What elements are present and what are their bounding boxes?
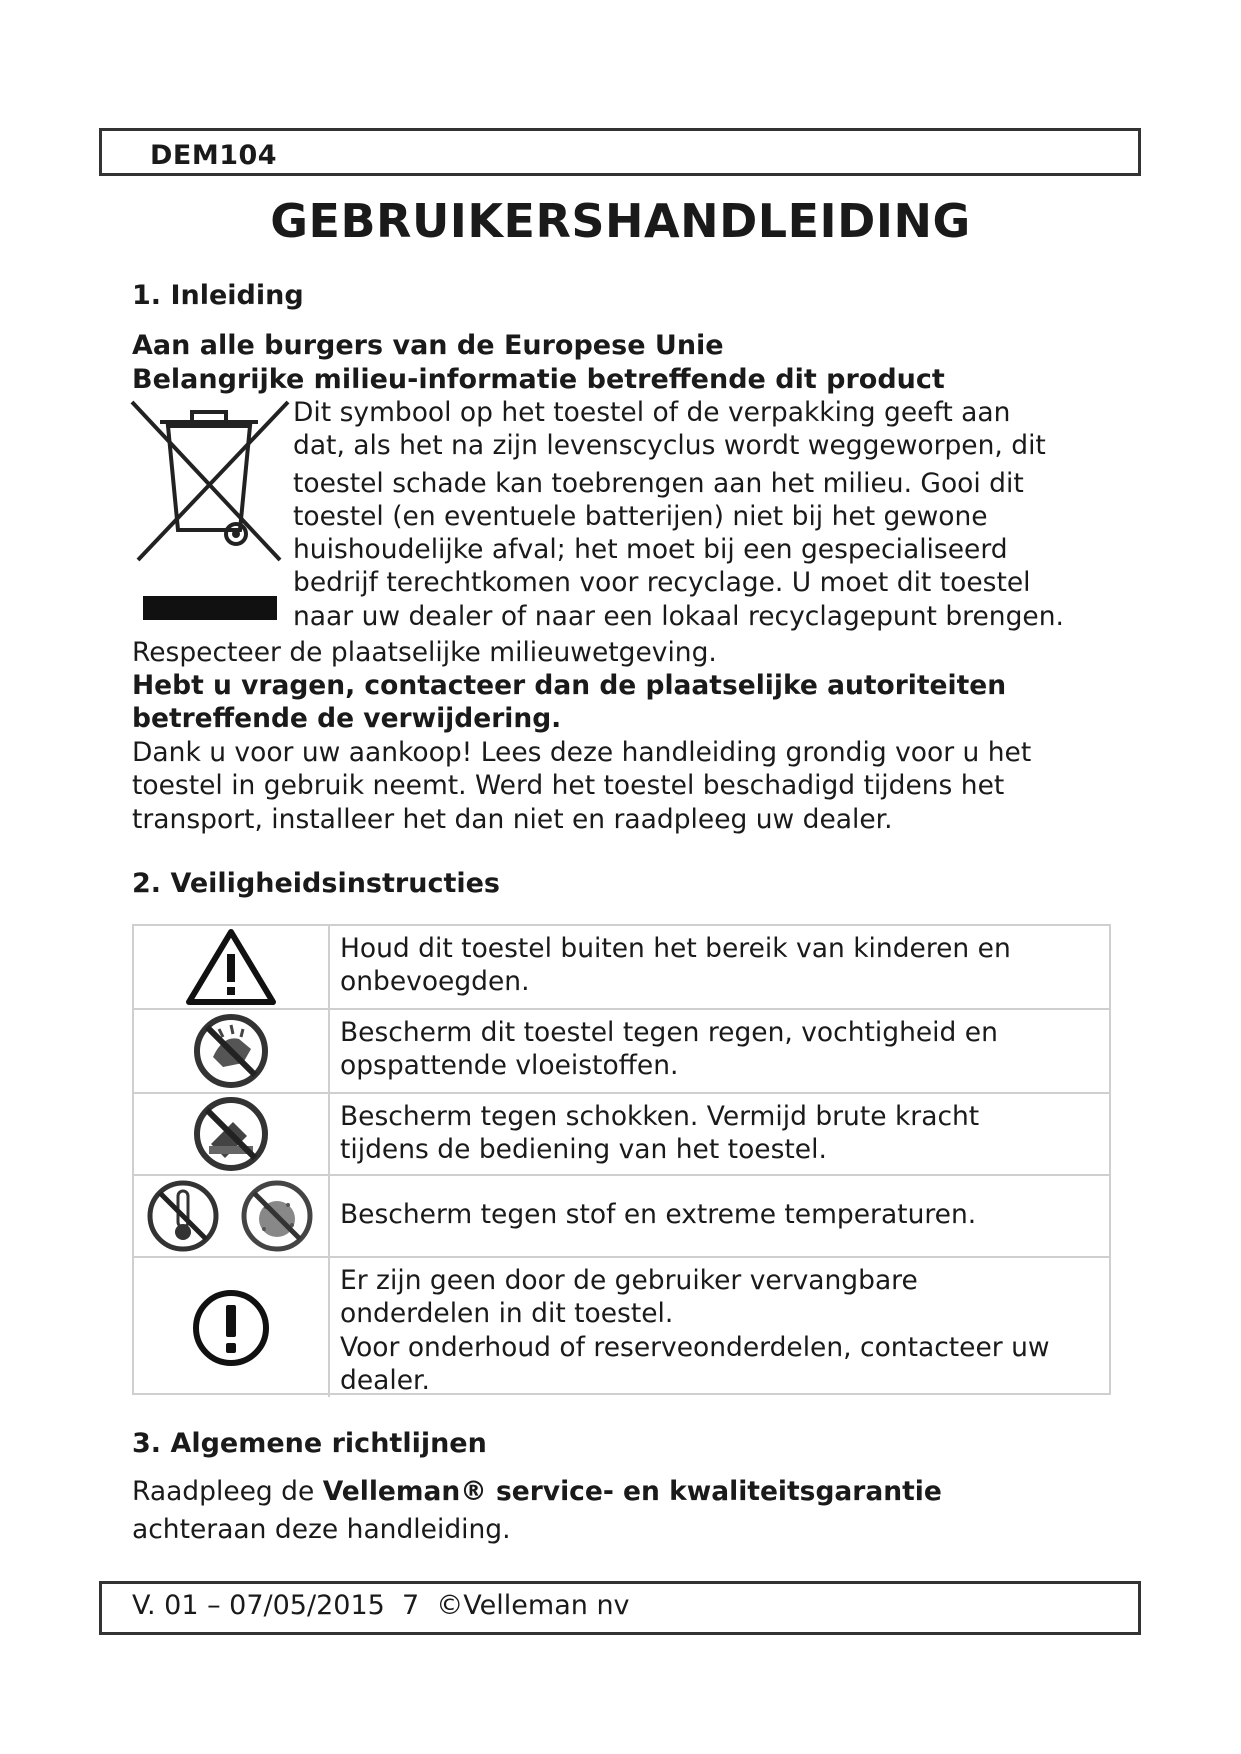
table-row [134, 1008, 1109, 1092]
instruction-line: dealer. [340, 1364, 430, 1396]
guidelines-line-2: achteraan deze handleiding. [132, 1514, 511, 1545]
section1-heading: 1. Inleiding [132, 280, 304, 311]
icon-cell [134, 926, 330, 1008]
guidelines-prefix: Raadpleeg de [132, 1476, 323, 1507]
no-water-icon [191, 1011, 271, 1091]
icon-cell [134, 1094, 330, 1174]
text-cell [340, 932, 1099, 999]
intro-line: toestel schade kan toebrengen aan het milieu. Gooi dit [293, 467, 1024, 499]
no-shock-icon [189, 1094, 273, 1174]
instruction-line: Er zijn geen door de gebruiker vervangbare [340, 1265, 918, 1296]
intro-paragraph [293, 396, 1064, 633]
safety-table [132, 924, 1111, 1395]
instruction-line: onderdelen in dit toestel. [340, 1298, 674, 1330]
respect-line: Respecteer de plaatselijke milieuwetgeving. [132, 637, 717, 668]
no-dust-icon [236, 1177, 318, 1255]
product-code: DEM104 [150, 140, 278, 171]
intro-line: naar uw dealer of naar een lokaal recyclagepunt brengen. [293, 600, 1064, 632]
section1-subheading-env: Belangrijke milieu-informatie betreffende dit product [132, 364, 945, 395]
table-row [134, 1174, 1109, 1256]
thanks-line: toestel in gebruik neemt. Werd het toestel beschadigd tijdens het [132, 770, 1005, 802]
instruction-line: tijdens de bediening van het toestel. [340, 1134, 827, 1166]
section2-heading: 2. Veiligheidsinstructies [132, 868, 500, 899]
table-row [134, 1092, 1109, 1174]
instruction-line: Bescherm dit toestel tegen regen, vochtigheid en [340, 1017, 998, 1048]
exclamation-circle-icon [190, 1287, 272, 1369]
icon-cell [134, 1010, 330, 1092]
instruction-line: opspattende vloeistoffen. [340, 1050, 679, 1082]
intro-line: toestel (en eventuele batterijen) niet bij het gewone [293, 500, 988, 532]
intro-line: bedrijf terechtkomen voor recyclage. U moet dit toestel [293, 567, 1031, 599]
warranty-reference: Velleman® service- en kwaliteitsgarantie [322, 1476, 942, 1507]
instruction-line: Voor onderhoud of reserveonderdelen, contacteer uw [340, 1331, 1050, 1363]
instruction-line: Bescherm tegen stof en extreme temperaturen. [340, 1199, 977, 1230]
questions-line: Hebt u vragen, contacteer dan de plaatselijke autoriteiten [132, 670, 1007, 701]
thanks-line: Dank u voor uw aankoop! Lees deze handleiding grondig voor u het [132, 737, 1032, 768]
questions-line: betreffende de verwijdering. [132, 703, 562, 735]
instruction-line: Houd dit toestel buiten het bereik van kinderen en [340, 933, 1011, 964]
intro-line: Dit symbool op het toestel of de verpakking geeft aan [293, 397, 1011, 428]
thanks-line: transport, installeer het dan niet en raadpleeg uw dealer. [132, 803, 893, 835]
crossed-out-bin-icon [130, 400, 290, 568]
section3-heading: 3. Algemene richtlijnen [132, 1428, 487, 1459]
section1-subheading-eu: Aan alle burgers van de Europese Unie [132, 330, 724, 361]
text-cell [340, 1264, 1099, 1397]
text-cell [340, 1198, 1099, 1231]
guidelines-line [132, 1475, 942, 1508]
thanks-paragraph [132, 736, 1031, 836]
questions-paragraph [132, 669, 1006, 736]
icon-cell [134, 1258, 330, 1397]
intro-line: huishoudelijke afval; het moet bij een gespecialiseerd [293, 534, 1008, 566]
page-title: GEBRUIKERSHANDLEIDING [270, 194, 971, 248]
table-row [134, 926, 1109, 1008]
icon-cell [134, 1176, 330, 1256]
table-row [134, 1256, 1109, 1397]
text-cell [340, 1100, 1099, 1167]
instruction-line: Bescherm tegen schokken. Vermijd brute kracht [340, 1101, 980, 1132]
instruction-line: onbevoegden. [340, 966, 530, 998]
no-temperature-icon [144, 1177, 222, 1255]
text-cell [340, 1016, 1099, 1083]
footer-text: V. 01 – 07/05/2015 7 ©Velleman nv [132, 1590, 630, 1621]
warning-triangle-icon [185, 928, 277, 1006]
intro-line: dat, als het na zijn levenscyclus wordt weggeworpen, dit [293, 430, 1046, 462]
black-bar-icon [143, 596, 277, 620]
